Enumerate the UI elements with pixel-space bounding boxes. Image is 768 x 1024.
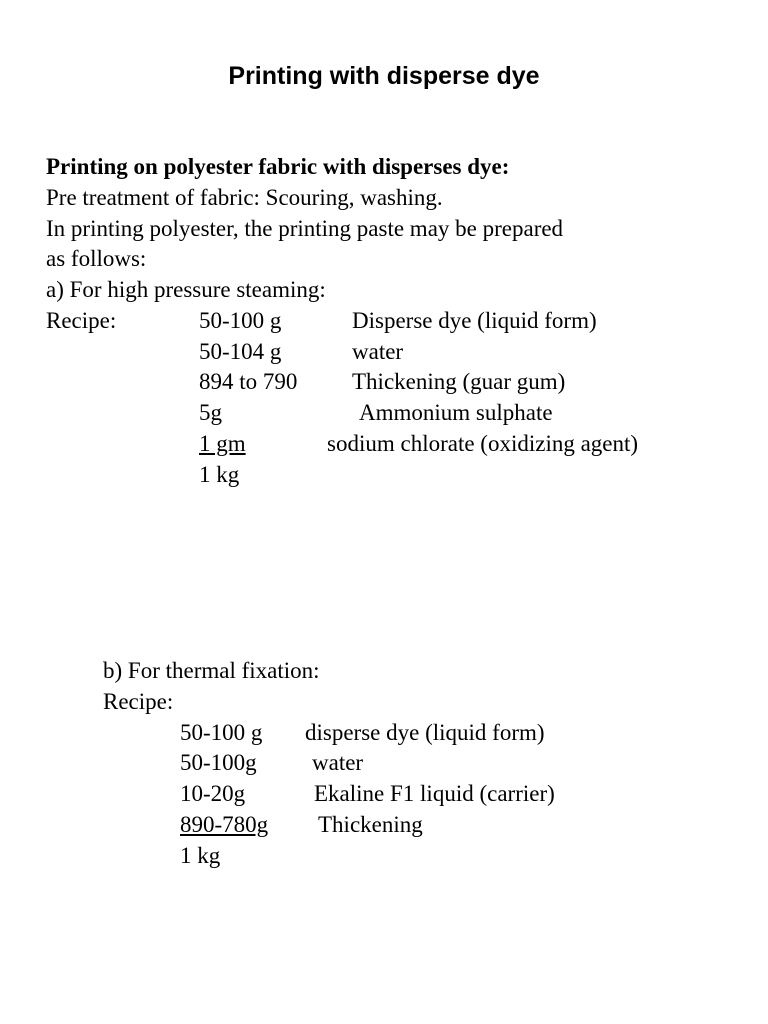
recipe-a-amount: 5g xyxy=(199,400,222,425)
recipe-b-ingredient: water xyxy=(312,750,364,775)
section-a-heading: Printing on polyester fabric with disperses dye: xyxy=(46,154,510,179)
recipe-a-ingredient: Thickening (guar gum) xyxy=(352,369,566,394)
section-a-subheading: a) For high pressure steaming: xyxy=(46,277,326,302)
recipe-a-ingredient: sodium chlorate (oxidizing agent) xyxy=(327,431,639,456)
recipe-a-ingredient: Disperse dye (liquid form) xyxy=(352,308,597,333)
recipe-b-amount: 890-780g xyxy=(180,812,269,837)
recipe-label-b: Recipe: xyxy=(103,689,174,714)
recipe-b-amount: 50-100g xyxy=(180,750,257,775)
recipe-a-total: 1 kg xyxy=(199,462,240,487)
recipe-a-amount: 1 gm xyxy=(199,431,246,456)
recipe-b-ingredient: Ekaline F1 liquid (carrier) xyxy=(314,781,555,806)
recipe-a-amount: 894 to 790 xyxy=(199,369,298,394)
page-title: Printing with disperse dye xyxy=(228,62,540,90)
intro-line-2: as follows: xyxy=(46,246,147,271)
recipe-a-amount: 50-104 g xyxy=(199,339,282,364)
recipe-b-amount: 10-20g xyxy=(180,781,246,806)
recipe-a-amount: 50-100 g xyxy=(199,308,282,333)
pretreatment-line: Pre treatment of fabric: Scouring, washing. xyxy=(46,185,443,210)
recipe-b-amount: 50-100 g xyxy=(180,720,263,745)
recipe-b-ingredient: disperse dye (liquid form) xyxy=(305,720,545,745)
section-b-subheading: b) For thermal fixation: xyxy=(103,658,320,683)
recipe-a-ingredient: Ammonium sulphate xyxy=(359,400,553,425)
intro-line-1: In printing polyester, the printing paste may be prepared xyxy=(46,216,564,241)
recipe-b-ingredient: Thickening xyxy=(318,812,423,837)
recipe-a-ingredient: water xyxy=(352,339,404,364)
recipe-label-a: Recipe: xyxy=(46,308,117,333)
recipe-b-total: 1 kg xyxy=(180,843,221,868)
